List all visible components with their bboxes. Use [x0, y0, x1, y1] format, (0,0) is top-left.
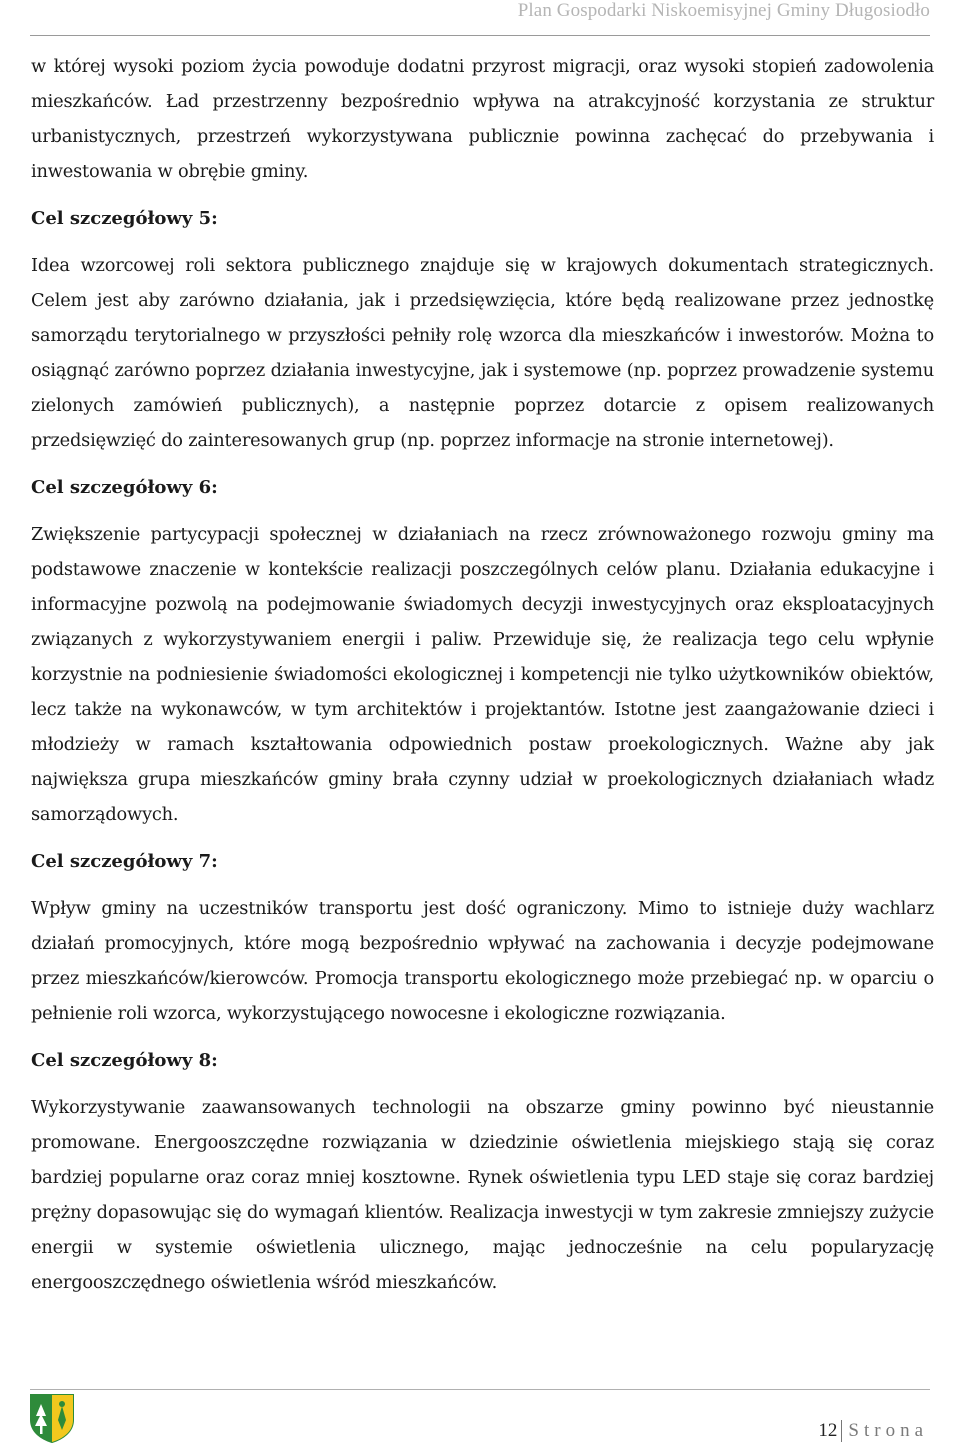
section-body-5: Idea wzorcowej roli sektora publicznego znajduje się w krajowych dokumentach strategicznych. Celem jest aby zarówno działania, jak i przedsięwzięcia, które będą realizowane przez jednostkę samorządu terytorialnego w przyszłości pełniły rolę wzorca dla mieszkańców i inwestorów. Można to osiągnąć zarówno poprzez działania inwestycyjne, jak i systemowe (np. poprzez prowadzenie systemu zielonych zamówień publicznych), a następnie poprzez dotarcie z opisem realizowanych przedsięwzięć do zainteresowanych grup (np. poprzez informacje na stronie internetowej). — [31, 255, 934, 451]
page-number-separator — [841, 1420, 842, 1442]
page-number — [818, 1420, 928, 1442]
page-label: Strona — [848, 1420, 928, 1441]
section-body-8: Wykorzystywanie zaawansowanych technologii na obszarze gminy powinno być nieustannie promowane. Energooszczędne rozwiązania w dziedzinie oświetlenia miejskiego stają się coraz bardziej popularne oraz coraz mniej kosztowne. Rynek oświetlenia typu LED staje się coraz bardziej prężny dopasowując się do wymagań klientów. Realizacja inwestycji w tym zakresie zmniejszy zużycie energii w systemie oświetlenia ulicznego, mając jednocześnie na celu popularyzację energooszczędnego oświetlenia wśród mieszkańców. — [31, 1097, 934, 1293]
document-body — [31, 49, 934, 1300]
municipal-crest-icon — [28, 1392, 76, 1444]
section-heading-5: Cel szczegółowy 5: — [31, 208, 218, 229]
section-body-6: Zwiększenie partycypacji społecznej w działaniach na rzecz zrównoważonego rozwoju gminy ma podstawowe znaczenie w kontekście realizacji poszczególnych celów planu. Działania edukacyjne i informacyjne pozwolą na podejmowanie świadomych decyzji inwestycyjnych oraz eksploatacyjnych związanych z wykorzystywaniem energii i paliw. Przewiduje się, że realizacja tego celu wpłynie korzystnie na podniesienie świadomości ekologicznej i kompetencji nie tylko użytkowników obiektów, lecz także na wykonawców, w tym architektów i projektantów. Istotne jest zaangażowanie dzieci i młodzieży w ramach kształtowania odpowiednich postaw proekologicznych. Ważne aby jak największa grupa mieszkańców gminy brała czynny udział w proekologicznych działaniach władz samorządowych. — [31, 524, 934, 825]
page-number-value: 12 — [818, 1420, 838, 1441]
section-body-7: Wpływ gminy na uczestników transportu jest dość ograniczony. Mimo to istnieje duży wachlarz działań promocyjnych, które mogą bezpośrednio wpływać na zachowania i decyzje podejmowane przez mieszkańców/kierowców. Promocja transportu ekologicznego może przebiegać np. w oparciu o pełnienie roli wzorca, wykorzystującego nowocesne i ekologiczne rozwiązania. — [31, 898, 934, 1024]
header-divider — [30, 35, 930, 36]
section-heading-6: Cel szczegółowy 6: — [31, 477, 218, 498]
section-heading-8: Cel szczegółowy 8: — [31, 1050, 218, 1071]
footer-divider — [30, 1389, 930, 1390]
section-heading-7: Cel szczegółowy 7: — [31, 851, 218, 872]
running-header: Plan Gospodarki Niskoemisyjnej Gminy Długosiodło — [517, 0, 930, 21]
intro-paragraph: w której wysoki poziom życia powoduje dodatni przyrost migracji, oraz wysoki stopień zadowolenia mieszkańców. Ład przestrzenny bezpośrednio wpływa na atrakcyjność korzystania ze struktur urbanistycznych, przestrzeń wykorzystywana publicznie powinna zachęcać do przebywania i inwestowania w obrębie gminy. — [31, 56, 934, 182]
